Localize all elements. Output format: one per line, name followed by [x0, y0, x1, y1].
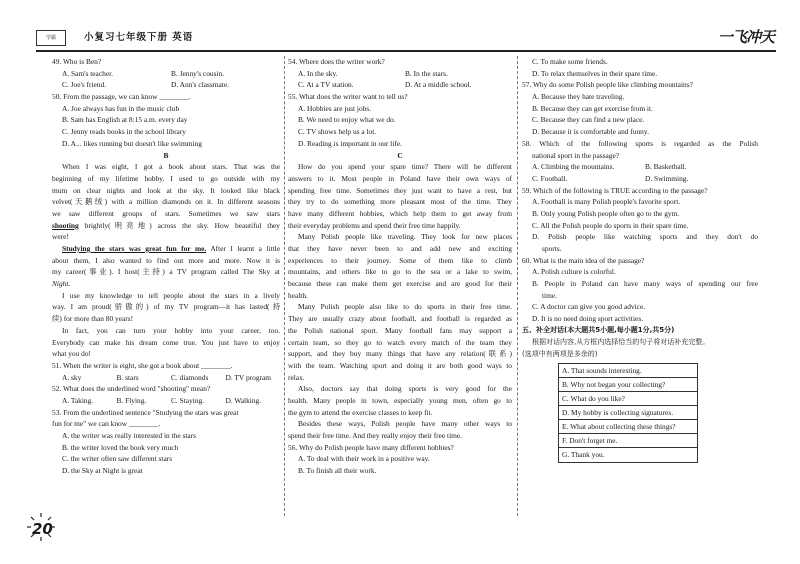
passage-line: How do you spend your spare time? There will be different [298, 162, 512, 172]
option: C. All the Polish people do sports in their spare time. [532, 220, 689, 230]
option: C. Football. [532, 173, 568, 183]
page-number: 20 [32, 520, 53, 538]
option: D. It is no need doing sport activities. [532, 314, 644, 324]
passage-line: velvet(天鹅绒) with a million diamonds on it. In different seasons [52, 197, 280, 207]
option: D. Swimming. [645, 173, 689, 183]
page-header [36, 26, 776, 52]
book-title: 小复习七年级下册 英语 [84, 32, 194, 43]
box-option: G. Thank you. [562, 449, 605, 459]
section-title: 五、补全对话(本大题共5小题,每小题1分,共5分) [522, 325, 675, 334]
option: C. diamonds [171, 372, 209, 382]
option: A. Joe always has fun in the music club [62, 103, 180, 113]
passage-line: Many Polish people also like to do sports in their free time. [298, 302, 512, 312]
option: A. In the sky. [298, 68, 338, 78]
passage-line: 续) for more than 80 years! [52, 314, 134, 324]
option: B. Jenny's cousin. [171, 68, 225, 78]
passage-line: their everyday problems and spend their free time happily. [288, 220, 461, 230]
option: B. Sam has English at 8:15 a.m. every day [62, 115, 188, 125]
passage-line: answers to it. Most people in Poland have their own ways of [288, 173, 512, 183]
passage-line: health. Many people in town, especially young men, often go to [288, 395, 512, 405]
option: D. Walking. [225, 395, 262, 405]
option: D. To relax themselves in their spare time. [532, 68, 658, 78]
option: C. the writer often saw different stars [62, 454, 173, 464]
question-stem: 56. Why do Polish people have many different hobbies? [288, 442, 454, 452]
option: time. [542, 290, 557, 300]
passage-line: what you do! [52, 349, 91, 359]
option-row [288, 68, 512, 80]
passage-line: Night. [52, 279, 71, 289]
header-rule [36, 50, 776, 52]
passage-line: In fact, you can turn your hobby into your career, too. [62, 325, 280, 335]
option: B. People in Poland can have many ways of spending our free [532, 279, 758, 289]
section-instruction: (选项中有两项是多余的) [522, 349, 598, 358]
brand-logo: 一飞冲天 [717, 28, 774, 46]
question-stem: 53. From the underlined sentence "Studying the stars was great [52, 407, 239, 417]
passage-line: my career(事业). I host(主持) a TV program called The Sky at [52, 267, 280, 277]
box-option: D. My hobby is collecting signatures. [559, 406, 697, 420]
option: D. Ann's classmate. [171, 80, 229, 90]
passage-text: After I learnt a little [206, 244, 280, 253]
passage-line: the gym to attend the exercise classes to keep fit. [288, 407, 433, 417]
passage-line: we saw different groups of stars. Sometimes we saw stars [52, 208, 280, 218]
passage-line: support, and they buy many things that have any relation(联系) [288, 349, 512, 359]
option-row [288, 79, 512, 91]
section-heading: C [397, 150, 403, 160]
question-stem: 60. What is the main idea of the passage? [522, 255, 645, 265]
option: D. At a middle school. [405, 80, 472, 90]
option: D. Reading is important in our life. [298, 138, 402, 148]
options-box [558, 363, 698, 463]
option: B. Because they can get exercise from it. [532, 103, 653, 113]
column-left [52, 56, 280, 477]
option: A. Sam's teacher. [62, 68, 113, 78]
option: D. A... likes running but doesn't like swimming [62, 138, 202, 148]
question-stem: 54. Where does the writer work? [288, 57, 385, 66]
option: A. Football is many Polish people's favorite sport. [532, 197, 681, 207]
question-stem: 51. When the writer is eight, she got a book about ________. [52, 360, 233, 370]
passage-text: brightly(明亮地) across the sky. How beautiful they [78, 220, 280, 230]
option-row [52, 395, 280, 407]
option-row [522, 173, 758, 185]
question-stem: 58. Which of the following sports is regarded as the Polish [522, 138, 758, 148]
option: A. Polish culture is colorful. [532, 267, 616, 277]
option: A. Because they hate traveling. [532, 92, 625, 102]
option: B. We need to enjoy what we do. [298, 115, 396, 125]
passage-line: Many Polish people like traveling. They look for new places [298, 232, 512, 242]
option: A. Hobbies are just jobs. [298, 103, 372, 113]
option: B. Flying. [116, 395, 147, 405]
passage-line: They are usually crazy about football, and football is regarded as [288, 314, 512, 324]
option: C. Staying. [171, 395, 205, 405]
question-stem: 59. Which of the following is TRUE according to the passage? [522, 185, 708, 195]
question-stem: 50. From the passage, we can know ________. [52, 92, 191, 102]
passage-line: have many different hobbies, which help them to get away from [288, 208, 512, 218]
passage-line: Also, doctors say that doing sports is very good for the [298, 384, 512, 394]
option: D. Because it is comfortable and funny. [532, 127, 649, 137]
box-option: F. Don't forget me. [559, 434, 697, 448]
passage-line: When I was eight, I got a book about stars. That was the [62, 162, 280, 172]
passage-line: that they have never been to and add new and exciting [288, 244, 512, 253]
passage-line: mountains, and others like to go to the sea or a lake to swim, [288, 267, 512, 277]
question-stem: 52. What does the underlined word "shooting" mean? [52, 384, 211, 394]
passage-line: Everybody can make his dream come true. You just have to enjoy [52, 337, 280, 347]
section-instruction: 根据对话内容,从方框内选择恰当的句子将对话补充完整。 [532, 337, 710, 346]
underlined-sentence: Studying the stars was great fun for me. [62, 244, 207, 253]
passage-line: experiences to their journey. Some of them like to climb [288, 255, 512, 265]
passage-line: beginning of my lifetime hobby. I used to go outside with my [52, 173, 280, 183]
option: C. Joe's friend. [62, 80, 107, 90]
option: A. the writer was really interested in the stars [62, 431, 197, 440]
box-option: A. That sounds interesting. [559, 364, 697, 378]
column-middle [288, 56, 512, 477]
column-divider [284, 56, 285, 516]
passage-line: mum on clear nights and look at the sky. It looked like black [52, 185, 280, 195]
option: D. the Sky at Night is great [62, 466, 143, 476]
box-option: B. Why not began your collecting? [559, 378, 697, 392]
passage-line: spend their free time. And they really enjoy their free time. [288, 431, 463, 440]
option: C. To make some friends. [532, 57, 608, 66]
column-divider [517, 56, 518, 516]
option: B. Only young Polish people often go to the gym. [532, 208, 680, 218]
passage-line [52, 243, 280, 255]
question-stem: fun for me" we can know ________. [52, 419, 161, 429]
question-stem: 57. Why do some Polish people like climbing mountains? [522, 80, 693, 90]
question-stem: 55. What does the writer want to tell us? [288, 92, 408, 102]
option: D. Polish people like watching sports and they don't do [532, 232, 758, 242]
box-option: E. What about collecting these things? [559, 420, 697, 434]
option: B. In the stars. [405, 68, 448, 78]
option: C. Jenny reads books in the school library [62, 127, 186, 137]
passage-line: way. I am proud(骄傲的) of my TV program—it has lasted(持 [52, 302, 280, 312]
option: A. Taking. [62, 395, 94, 405]
option-row [52, 372, 280, 384]
passage-line: certain team, so they go to watch every match of the team they [288, 337, 512, 347]
option: C. A doctor can give you good advice. [532, 302, 646, 312]
passage-line [52, 220, 280, 232]
passage-line: because these can make them get exercise and are good for their [288, 279, 512, 289]
option: B. To finish all their work. [298, 466, 377, 476]
option: D. TV program [225, 372, 272, 382]
passage-line: Besides these ways, Polish people have many other ways to [298, 419, 512, 429]
option: B. Basketball. [645, 162, 687, 172]
option: C. Because they can find a new place. [532, 115, 645, 125]
passage-line: relax. [288, 372, 305, 382]
option-row [522, 161, 758, 173]
passage-line: about them, I also wanted to find out more and more. Now it is [52, 255, 280, 265]
option-row [52, 68, 280, 80]
option: C. At a TV station. [298, 80, 354, 90]
option: A. To deal with their work in a positive way. [298, 454, 430, 464]
section-heading: B [163, 150, 169, 160]
option: A. sky [62, 372, 82, 382]
passage-line: with the team. Watching sport and doing it are both good ways to [288, 360, 512, 370]
option: B. the writer loved the book very much [62, 442, 179, 452]
option: C. TV shows help us a lot. [298, 127, 377, 137]
option: sports. [542, 244, 562, 253]
option: A. Climbing the mountains. [532, 162, 615, 172]
passage-line: health. [288, 290, 308, 300]
passage-line: were! [52, 232, 69, 242]
box-option: C. What do you like? [559, 392, 697, 406]
option: B. stars [116, 372, 139, 382]
question-stem: 49. Who is Ben? [52, 57, 102, 66]
option-row [52, 79, 280, 91]
passage-line: they try to do something more pleasant most of the time. They [288, 197, 512, 207]
passage-line: spending free time. Sometimes they just want to have a rest, but [288, 185, 512, 195]
column-right [522, 56, 758, 463]
passage-line: I use my knowledge to tell people about the stars in a lively [62, 290, 280, 300]
underlined-word: shooting [52, 220, 79, 230]
series-logo: 学霸 [36, 30, 66, 46]
question-stem: national sport in the passage? [532, 150, 620, 160]
passage-line: the Polish national sport. Many football fans may support a [288, 325, 512, 335]
